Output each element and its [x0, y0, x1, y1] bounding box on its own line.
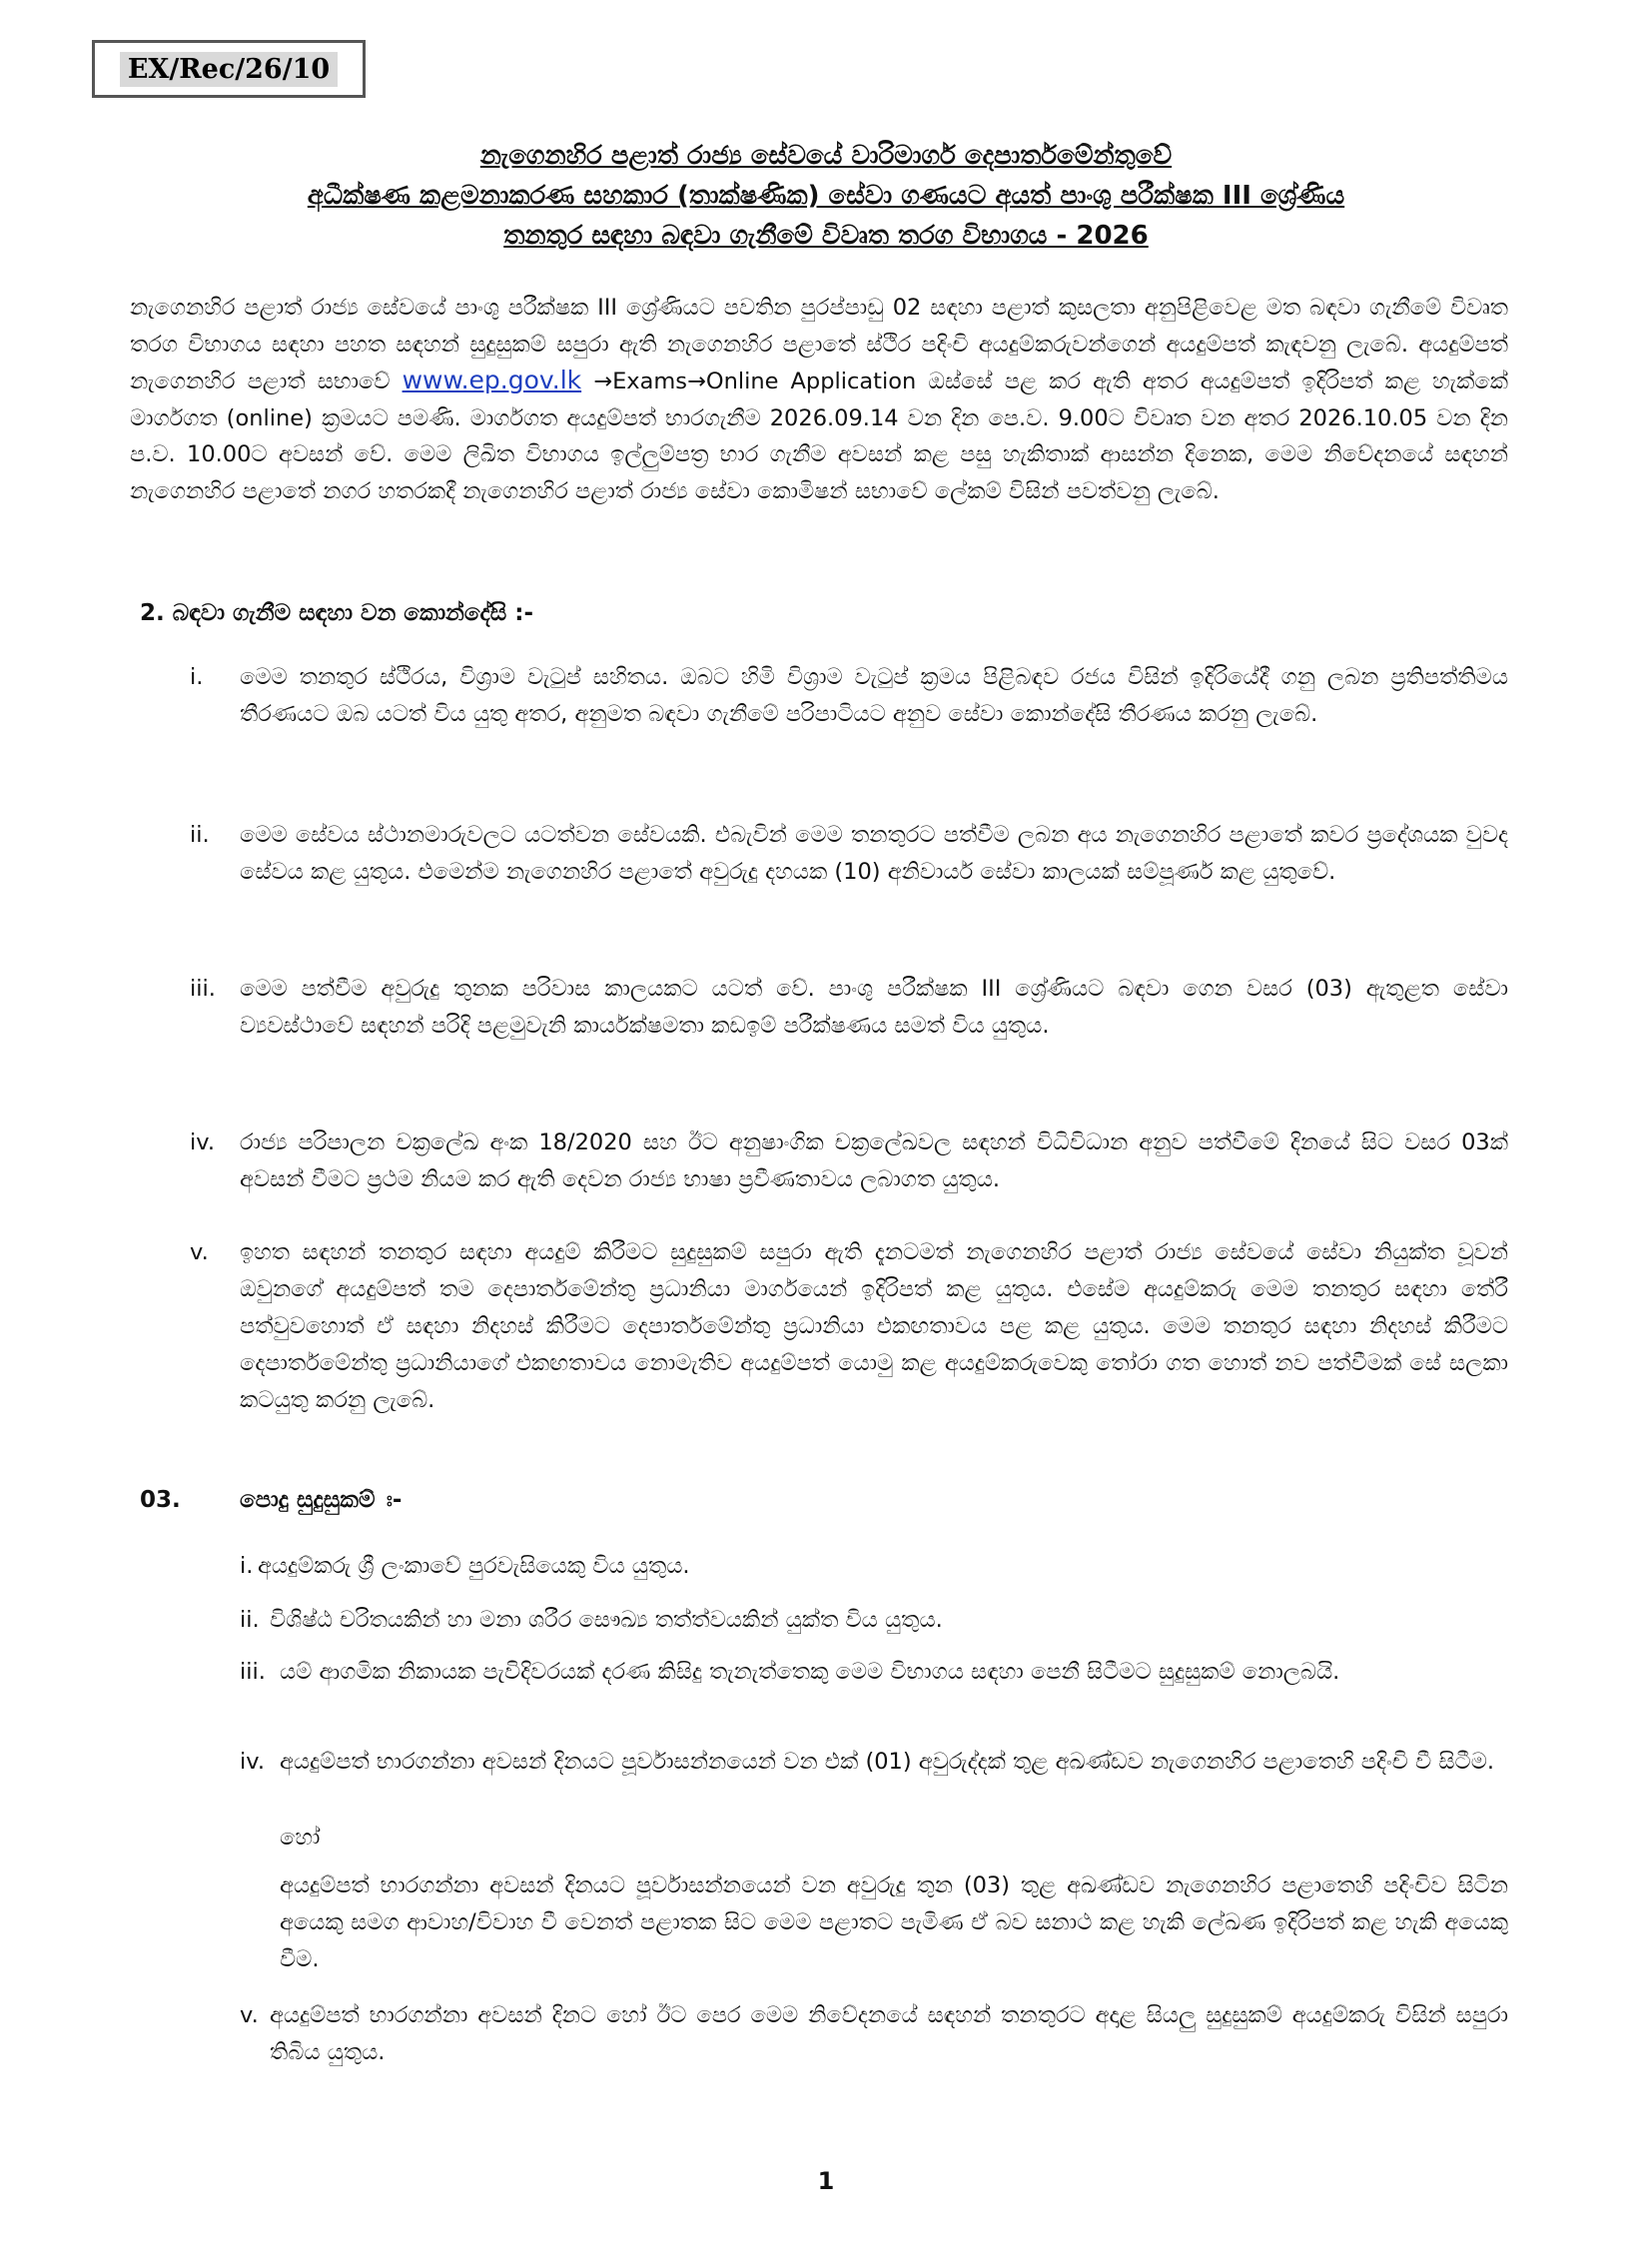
- section-3-heading: පොදු සුදුසුකම් ඃ-: [240, 1487, 403, 1513]
- item-number: iii.: [240, 1659, 266, 1685]
- item-text: විශිෂ්ඨ චරිතයකින් හා මනා ශරීර සෞඛ්‍ය තත්ත්වයකින් යුක්ත විය යුතුය.: [270, 1607, 943, 1633]
- item-number: v.: [190, 1239, 209, 1265]
- title-line-3: තනතුර සඳහා බඳවා ගැනීමේ විවෘත තරග විභාගය - 2026: [503, 221, 1149, 251]
- website-link[interactable]: www.ep.gov.lk: [402, 366, 582, 394]
- item-number: i.: [190, 664, 204, 690]
- item-number: iv.: [190, 1129, 215, 1155]
- item-text: රාජ්‍ය පරිපාලන චක්‍රලේඛ අංක 18/2020 සහ ඊට අනුෂාංගික චක්‍රලේඛවල සඳහන් විධිවිධාන අනුව පත්වීමේ දිනයේ සිට වසර 03ක් අවසන් වීමට ප්‍රථම නියම කර ඇති දෙවන රාජ්‍ය භාෂා ප්‍රවීණතාවය ලබාගත යුතුය.: [240, 1129, 1508, 1192]
- item-text: අයදුම්පත් භාරගන්නා අවසන් දිනයට පූර්වාසන්නයෙන් වන අවුරුදු තුන (03) තුළ අඛණ්ඩව නැගෙනහිර පළාතෙහි පදිංචිව සිටින අයෙකු සමග ආවාහ/විවාහ වී වෙනත් පළාතක සිට මෙම පළාතට පැමිණ ඒ බව සනාථ කළ හැකි ලේඛණ ඉදිරිපත් කළ හැකි අයෙකු වීම.: [280, 1873, 1508, 1972]
- item-number: v.: [240, 2002, 259, 2028]
- title-line-1: නැගෙනහිර පළාත් රාජ්‍ය සේවයේ වාරිමාර්ග දෙපාර්තමේන්තුවේ: [479, 141, 1173, 171]
- path-online-application: Online Application: [705, 369, 917, 394]
- section-3-number: 03.: [140, 1487, 181, 1513]
- title-line-2: අධීක්ෂණ කළමනාකරණ සහකාර (තාක්ෂණික) සේවා ගණයට අයත් පාංශු පරීක්ෂක III ශ්‍රේණිය: [307, 181, 1345, 211]
- item-text: මෙම පත්වීම අවුරුදු තුනක පරිවාස කාලයකට යටත් වේ. පාංශු පරීක්ෂක III ශ්‍රේණියට බඳවා ගෙන වසර (03) ඇතුළත සේවා ව්‍යවස්ථාවේ සඳහන් පරිදි පළමුවැනි කාර්යක්ෂමතා කඩඉම් පරීක්ෂණය සමත් විය යුතුය.: [240, 976, 1508, 1039]
- intro-paragraph: [130, 290, 1508, 509]
- path-exams: Exams: [612, 369, 688, 394]
- reference-number: EX/Rec/26/10: [120, 52, 338, 87]
- item-number: iii.: [190, 976, 216, 1002]
- item-text: හෝ: [280, 1825, 321, 1851]
- intro-text-1: නැගෙනහිර පළාත් රාජ්‍ය සේවයේ පාංශු පරීක්ෂක III ශ්‍රේණියට පවතින පුරප්පාඩු 02 සඳහා පළාත් කුසලතා අනුපිළිවෙළ මත බඳවා ගැනීමේ විවෘත තරග විභාගය සඳහා පහත සඳහන් සුදුසුකම් සපුරා ඇති නැගෙනහිර පළාතේ ස්ථිර පදිංචි අයදුම්කරුවන්ගෙන් අයදුම්පත් කැඳවනු ලැබේ. අයදුම්පත් නැගෙනහිර පළාත් සභාවේ: [130, 295, 1508, 394]
- document-title: [150, 136, 1502, 256]
- item-number: iv.: [240, 1749, 265, 1775]
- item-number: i.: [240, 1553, 254, 1579]
- item-text: මෙම සේවය ස්ථානමාරුවලට යටත්වන සේවයකි. එබැවින් මෙම තනතුරට පත්වීම ලබන අය නැගෙනහිර පළාතේ කවර ප්‍රදේශයක වුවද සේවය කළ යුතුය. එමෙන්ම නැගෙනහිර පළාතේ අවුරුදු දහයක (10) අනිවාර්ය සේවා කාලයක් සම්පූර්ණ කළ යුතුවේ.: [240, 822, 1508, 885]
- item-text: අයදුම්කරු ශ්‍රී ලංකාවේ පුරවැසියෙකු විය යුතුය.: [258, 1553, 690, 1579]
- item-text: අයදුම්පත් භාරගන්නා අවසන් දිනයට පූර්වාසන්නයෙන් වන එක් (01) අවුරුද්දක් තුළ අඛණ්ඩව නැගෙනහිර පළාතෙහි පදිංචි වී සිටීම.: [280, 1749, 1495, 1775]
- item-text: මෙම තනතුර ස්ථිරය, විශ්‍රාම වැටුප් සහිතය. ඔබට හිමි විශ්‍රාම වැටුප් ක්‍රමය පිළිබඳව රජය විසින් ඉදිරියේදී ගනු ලබන ප්‍රතිපත්තිමය තීරණයට ඔබ යටත් විය යුතු අතර, අනුමත බඳවා ගැනීමේ පරිපාටියට අනුව සේවා කොන්දේසි තීරණය කරනු ලැබේ.: [240, 664, 1508, 727]
- arrow-icon: →: [687, 369, 706, 394]
- page-number: 1: [817, 2167, 835, 2195]
- intro-text-2: ඔස්සේ පළ කර ඇති අතර අයදුම්පත් ඉදිරිපත් කළ හැක්කේ මාර්ගගත (online) ක්‍රමයට පමණි. මාර්ගගත අයදුම්පත් භාරගැනීම 2026.09.14 වන දින පෙ.ව. 9.00ට විවෘත වන අතර 2026.10.05 වන දින ප.ව. 10.00ට අවසන් වේ. මෙම ලිඛිත විභාගය ඉල්ලුම්පත්‍ර භාර ගැනීම අවසන් කළ පසු හැකිතාක් ආසන්න දිනෙක, මෙම නිවේදනයේ සඳහන් නැගෙනහිර පළාතේ නගර හතරකදී නැගෙනහිර පළාත් රාජ්‍ය සේවා කොමිෂන් සභාවේ ලේකම් විසින් පවත්වනු ලැබේ.: [130, 369, 1509, 504]
- item-text: යම් ආගමික නිකායක පැවිදිවරයක් දරණ කිසිදු තැනැත්තෙකු මෙම විභාගය සඳහා පෙනී සිටීමට සුදුසුකම් නොලබයි.: [280, 1659, 1340, 1685]
- item-number: ii.: [240, 1607, 260, 1633]
- section-2-heading: 2. බඳවා ගැනීම සඳහා වන කොන්දේසි :-: [140, 600, 534, 626]
- arrow-icon: →: [593, 369, 613, 394]
- item-text: අයදුම්පත් භාරගන්නා අවසන් දිනට හෝ ඊට පෙර මෙම නිවේදනයේ සඳහන් තනතුරට අදාළ සියලු සුදුසුකම් අයදුම්කරු විසින් සපුරා තිබිය යුතුය.: [270, 2002, 1508, 2065]
- item-text: ඉහත සඳහන් තනතුර සඳහා අයදුම් කිරීමට සුදුසුකම් සපුරා ඇති දැනටමත් නැගෙනහිර පළාත් රාජ්‍ය සේවයේ සේවා නියුක්ත වූවන් ඔවුනගේ අයදුම්පත් තම දෙපාර්තමේන්තු ප්‍රධානියා මාර්ගයෙන් ඉදිරිපත් කළ යුතුය. එසේම අයදුම්කරු මෙම තනතුර සඳහා තේරී පත්වුවහොත් ඒ සඳහා නිදහස් කිරීමට දෙපාර්තමේන්තු ප්‍රධානියා එකඟතාවය පළ කළ යුතුය. මෙම තනතුර සඳහා නිදහස් කිරීමට දෙපාර්තමේන්තු ප්‍රධානියාගේ එකඟතාවය නොමැතිව අයදුම්පත් යොමු කළ අයදුම්කරුවෙකු තෝරා ගත හොත් නව පත්වීමක් සේ සලකා කටයුතු කරනු ලැබේ.: [240, 1239, 1508, 1413]
- item-number: ii.: [190, 822, 210, 848]
- reference-box: [92, 40, 366, 98]
